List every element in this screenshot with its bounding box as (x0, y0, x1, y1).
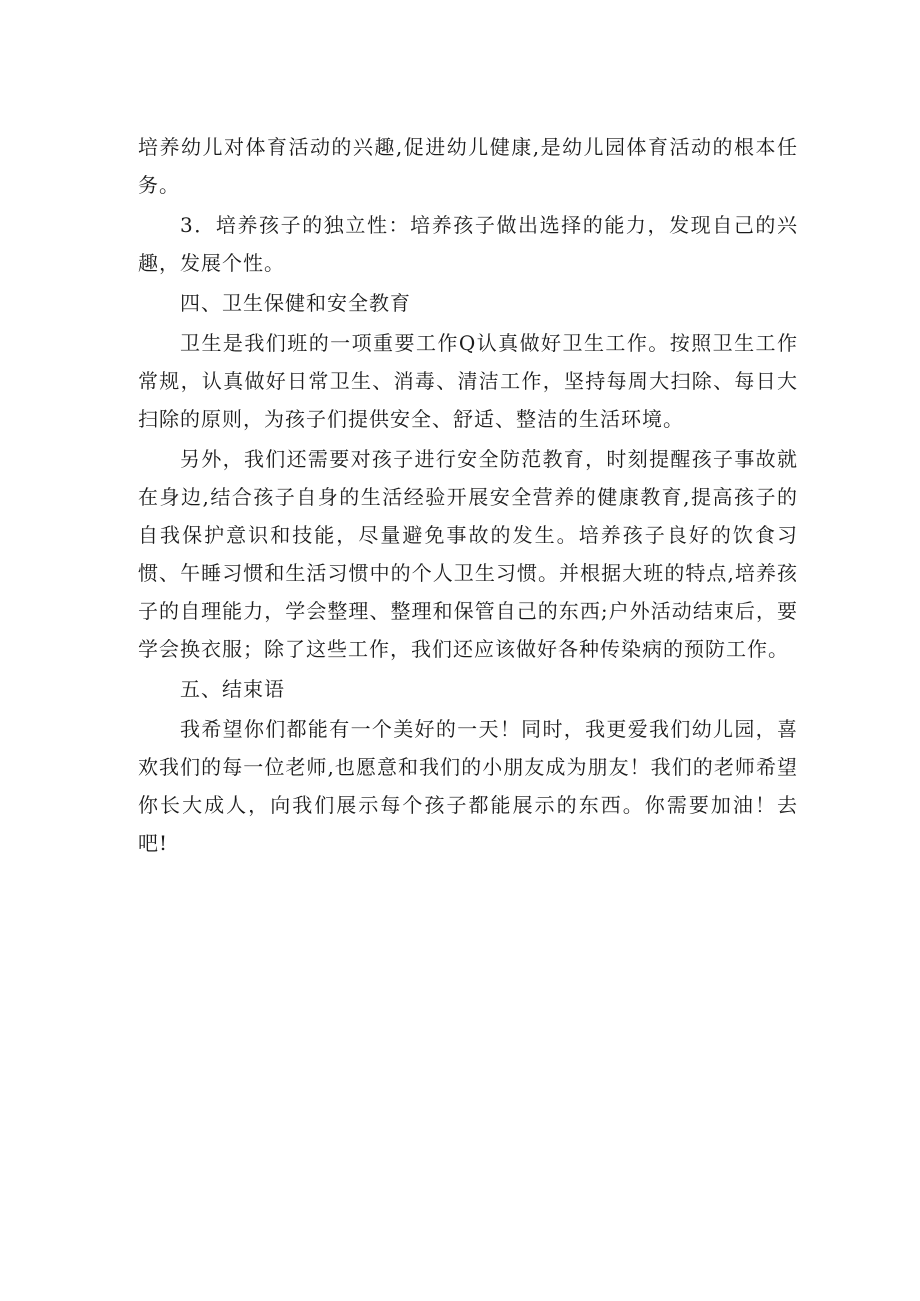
paragraph-safety-education: 另外，我们还需要对孩子进行安全防范教育，时刻提醒孩子事故就在身边,结合孩子自身的生活经验开展安全营养的健康教育,提高孩子的自我保护意识和技能，尽量避免事故的发生。培养孩子良好的饮食习惯、午睡习惯和生活习惯中的个人卫生习惯。并根据大班的特点,培养孩子的自理能力，学会整理、整理和保管自己的东西;户外活动结束后，要学会换衣服；除了这些工作，我们还应该做好各种传染病的预防工作。 (138, 447, 798, 661)
paragraph-conclusion: 我希望你们都能有一个美好的一天！同时，我更爱我们幼儿园，喜欢我们的每一位老师,也愿意和我们的小朋友成为朋友！我们的老师希望你长大成人，向我们展示每个孩子都能展示的东西。你需要加油！去吧! (138, 717, 798, 855)
section-heading-conclusion: 五、结束语 (180, 677, 285, 701)
paragraph-sports-interest: 培养幼儿对体育活动的兴趣,促进幼儿健康,是幼儿园体育活动的根本任务。 (138, 135, 798, 197)
section-heading-hygiene-safety: 四、卫生保健和安全教育 (180, 291, 411, 315)
document-body (138, 128, 798, 864)
paragraph-independence: 3．培养孩子的独立性：培养孩子做出选择的能力，发现自己的兴趣，发展个性。 (138, 213, 798, 275)
paragraph-hygiene: 卫生是我们班的一项重要工作Q认真做好卫生工作。按照卫生工作常规，认真做好日常卫生、消毒、清洁工作，坚持每周大扫除、每日大扫除的原则，为孩子们提供安全、舒适、整洁的生活环境。 (138, 331, 798, 431)
